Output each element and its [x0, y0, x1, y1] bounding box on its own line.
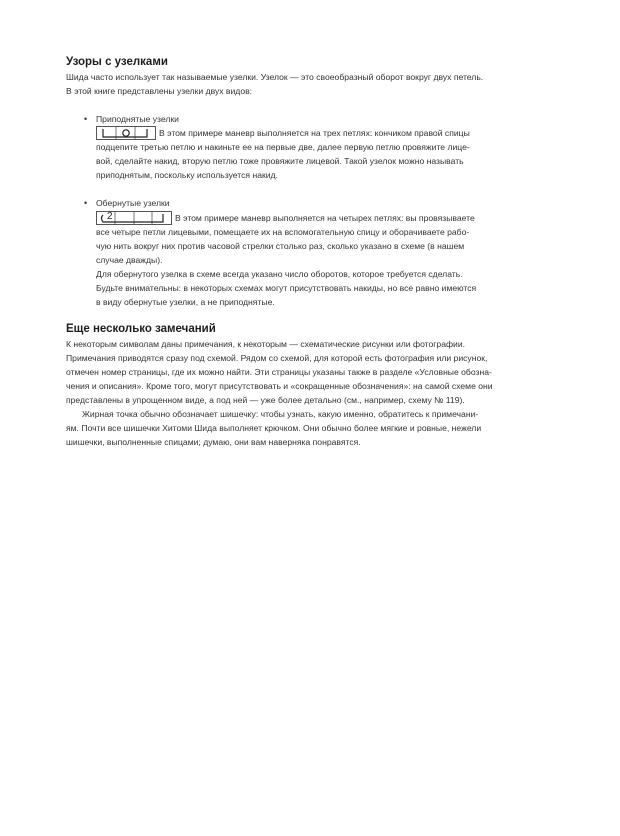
- raised-knot-symbol-icon: [97, 127, 155, 139]
- wrapped-knot-chart: [96, 211, 172, 225]
- bullet-icon: •: [84, 198, 88, 208]
- notes-line-7: ям. Почти все шишечки Хитоми Шида выполняет крючком. Они обычно более мягкие и ровные, нежели: [66, 423, 482, 433]
- notes-line-4: чения и описания». Кроме того, могут присутствовать и «сокращенные обозначения»: на самой схеме они: [66, 381, 493, 391]
- notes-line-1: К некоторым символам даны примечания, к некоторым — схематические рисунки или фотографии.: [66, 339, 466, 349]
- notes-line-2: Примечания приводятся сразу под схемой. Рядом со схемой, для которой есть фотография или рисунок,: [66, 353, 488, 363]
- bullet-icon: •: [84, 114, 88, 124]
- wrapped-text-5: Для обернутого узелка в схеме всегда указано число оборотов, которое требуется сделать.: [96, 269, 463, 279]
- notes-line-3: отмечен номер страницы, где их можно найти. Эти страницы указаны также в разделе «Условные обозна-: [66, 367, 492, 377]
- notes-line-6: Жирная точка обычно обозначает шишечку: чтобы узнать, какую именно, обратитесь к примечани-: [82, 409, 479, 419]
- raised-text-1: В этом примере маневр выполняется на трех петлях: кончиком правой спицы: [159, 128, 470, 138]
- raised-text-3: вой, сделайте накид, вторую петлю тоже провяжите лицевой. Такой узелок можно называть: [96, 156, 464, 166]
- raised-text-2: подцепите третью петлю и накиньте ее на первые две, далее первую петлю провяжите лице-: [96, 142, 470, 152]
- section-title-knots: Узоры с узелками: [66, 56, 168, 68]
- wrapped-text-6: Будьте внимательны: в некоторых схемах могут присутствовать накиды, но все равно имеются: [96, 283, 477, 293]
- notes-line-8: шишечки, выполненные спицами; думаю, они вам наверняка понравятся.: [66, 437, 361, 447]
- intro-line-2: В этой книге представлены узелки двух видов:: [66, 86, 253, 96]
- wrapped-text-1: В этом примере маневр выполняется на четырех петлях: вы провязываете: [175, 213, 475, 223]
- wrapped-text-7: в виду обернутые узелки, а не приподнятые.: [96, 297, 275, 307]
- wrapped-text-4: случае дважды).: [96, 255, 163, 265]
- notes-line-5: представлены в упрощенном виде, а под ней — уже более детально (см., например, схему № 119).: [66, 395, 465, 405]
- raised-knots-label: Приподнятые узелки: [96, 114, 179, 124]
- wrapped-text-3: чую нить вокруг них против часовой стрелки столько раз, сколько указано в схеме (в нашем: [96, 241, 465, 251]
- intro-line-1: Шида часто использует так называемые узелки. Узелок — это своеобразный оборот вокруг двух петель.: [66, 72, 484, 82]
- raised-knot-chart: [96, 126, 156, 140]
- section-title-notes: Еще несколько замечаний: [66, 323, 216, 335]
- wrap-count-label: 2: [107, 211, 113, 222]
- wrapped-text-2: все четыре петли лицевыми, помещаете их на вспомогательную спицу и оборачиваете рабо-: [96, 227, 470, 237]
- raised-text-4: приподнятым, поскольку используется накид.: [96, 170, 278, 180]
- wrapped-knots-label: Обернутые узелки: [96, 198, 170, 208]
